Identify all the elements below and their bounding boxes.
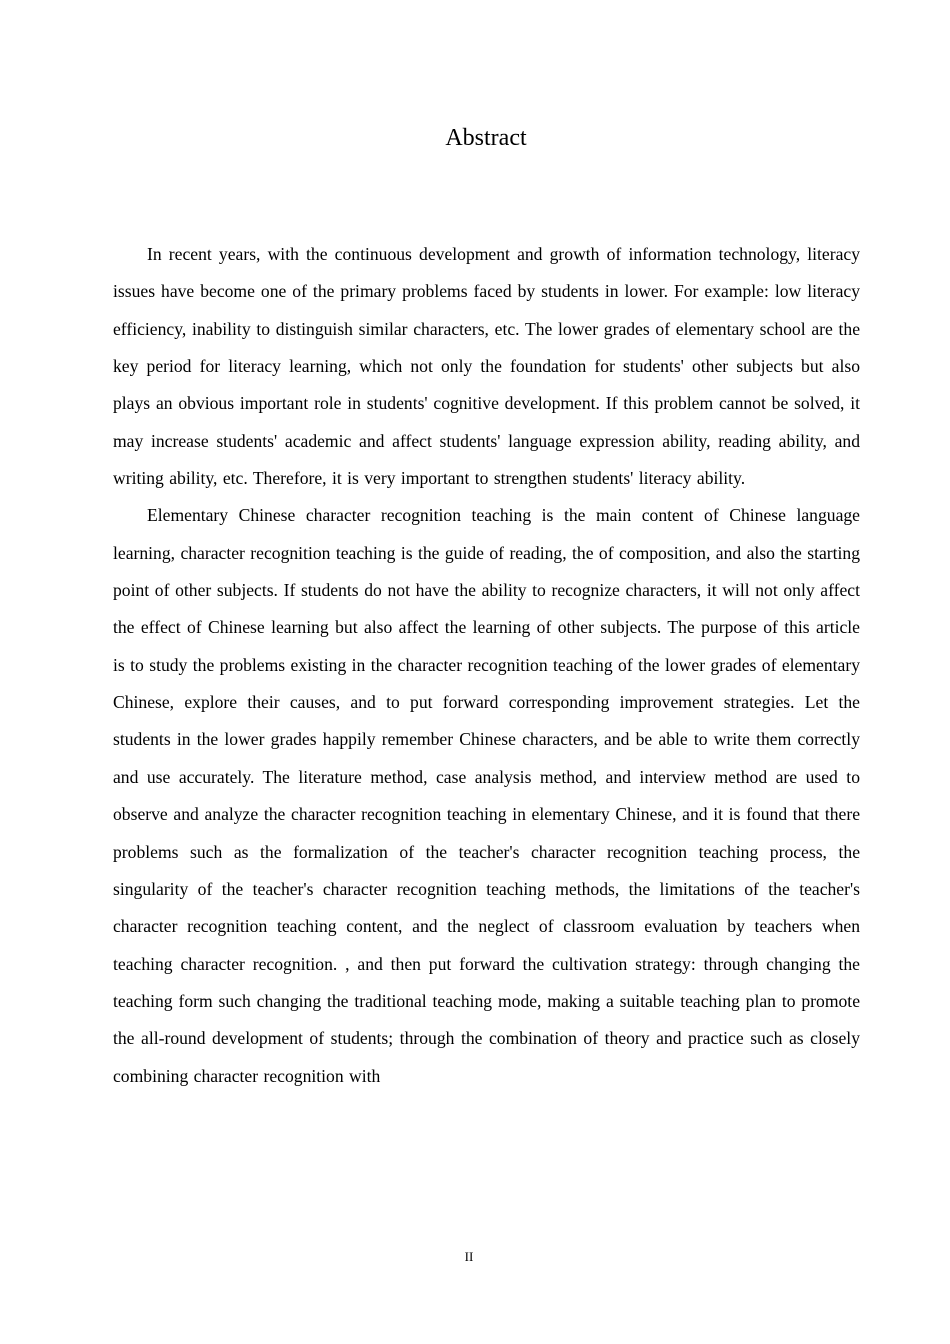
paragraph-2: Elementary Chinese character recognition teaching is the main content of Chinese language learning, character recognition teaching is the guide of reading, the of composition, and also the starting point of other subjects. If students do not have the ability to recognize characters, it will not only affect the effect of Chinese learning but also affect the learning of other subjects. The purpose of this article is to study the problems existing in the character recognition teaching of the lower grades of elementary Chinese, explore their causes, and to put forward corresponding improvement strategies. Let the students in the lower grades happily remember Chinese characters, and be able to write them correctly and use accurately. The literature method, case analysis method, and interview method are used to observe and analyze the character recognition teaching in elementary Chinese, and it is found that there problems such as the formalization of the teacher's character recognition teaching process, the singularity of the teacher's character recognition teaching methods, the limitations of the teacher's character recognition teaching content, and the neglect of classroom evaluation by teachers when teaching character recognition. , and then put forward the cultivation strategy: through changing the teaching form such changing the traditional teaching mode, making a suitable teaching plan to promote the all-round development of students; through the combination of theory and practice such as closely combining character recognition with [113, 505, 860, 1086]
paragraph-1: In recent years, with the continuous development and growth of information technology, literacy issues have become one of the primary problems faced by students in lower. For example: low literacy efficiency, inability to distinguish similar characters, etc. The lower grades of elementary school are the key period for literacy learning, which not only the foundation for students' other subjects but also plays an obvious important role in students' cognitive development. If this problem cannot be solved, it may increase students' academic and affect students' language expression ability, reading ability, and writing ability, etc. Therefore, it is very important to strengthen students' literacy ability. [113, 244, 860, 489]
page-number: II [464, 1249, 474, 1264]
page-title: Abstract [445, 125, 527, 151]
abstract-body [113, 236, 860, 1095]
